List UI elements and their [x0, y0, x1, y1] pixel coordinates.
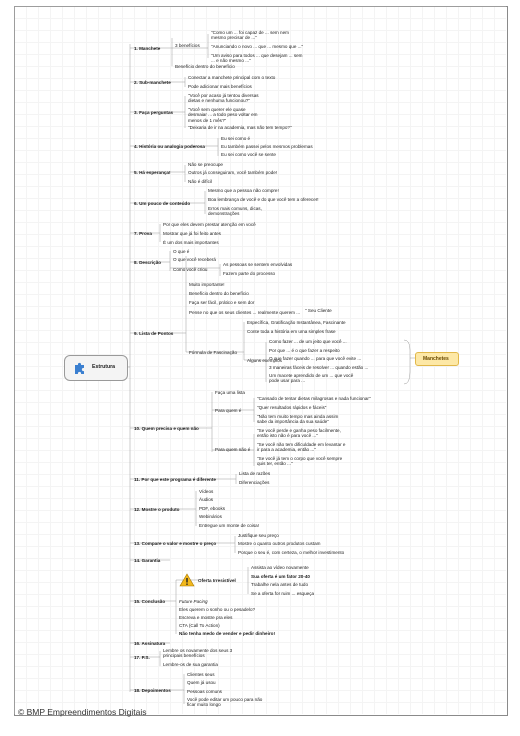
leaf-text: Você pode editar um pouco para não ficar muito longo — [187, 697, 263, 708]
leaf-text: "Anunciando o novo ... que ... mesmo que ..." — [211, 44, 304, 49]
leaf-text: O que é — [173, 249, 190, 254]
branch-label[interactable]: 13. Compare o valor e mostre o preço — [134, 541, 217, 546]
leaf-text: Escreva e mostre pra eles — [179, 615, 233, 620]
leaf-text: Webinários — [199, 514, 222, 519]
leaf-text: Entregue um monte de coisa! — [199, 523, 260, 528]
leaf-text: "Se você perde e ganha peso facilmente, então isto não é para você ..." — [257, 428, 341, 439]
copyright-footer: © BMP Empreendimentos Digitais — [18, 707, 147, 717]
leaf-text: Não se preocupe — [188, 162, 223, 167]
leaf-note: " Seu Cliente — [305, 308, 332, 313]
branch-label[interactable]: 18. Depoimentos — [134, 688, 171, 693]
leaf-text: Quem já usou — [187, 680, 216, 685]
branch-label[interactable]: 17. P.S. — [134, 655, 150, 660]
callout-label: Manchetes — [423, 356, 449, 362]
leaf-text: Conectar a manchete principal com o texto — [188, 75, 276, 80]
branch-label[interactable]: 6. Um pouco de conteúdo — [134, 201, 191, 206]
leaf-text: Lembre os novamente dos seus 3 principais benefícios — [163, 648, 233, 659]
leaf-text: Conte toda a história em uma simples frase — [247, 329, 336, 334]
leaf-text: Eu sei como você se sente — [221, 152, 276, 157]
leaf-text: Clientes seus — [187, 672, 215, 677]
leaf-text: "Um aviso para todos ... que desejam ... sem ... e não mesmo ..." — [211, 53, 303, 64]
leaf-text: Específica, Gratificação Instantânea, Fascinante — [247, 320, 346, 325]
leaf-text: Para quem é — [215, 408, 242, 413]
leaf-text: Faça ser fácil, prático e sem dor — [189, 300, 255, 305]
leaf-text: "Se você não tem dificuldade em levantar e ir para a academia, então ..." — [257, 442, 346, 453]
leaf-text: Lista de razões — [239, 471, 271, 476]
leaf-text: Lembre-os de sua garantia — [163, 662, 218, 667]
leaf-text: Fórmula de Fascinação — [189, 350, 238, 355]
leaf-text: O que você receberá — [173, 257, 216, 262]
leaf-text: Como você criou — [173, 267, 208, 272]
leaf-text: Porque o seu é, com certeza, o melhor investimento — [238, 550, 345, 555]
branch-label[interactable]: 10. Quem precisa e quem não — [134, 426, 199, 431]
leaf-text: Future Pacing — [179, 599, 208, 604]
central-node[interactable] — [64, 355, 128, 381]
leaf-text: Se a oferta for ruim ... esqueça — [251, 591, 315, 596]
branch-label[interactable]: 7. Prova — [134, 231, 152, 236]
leaf-text: Assista ao vídeo novamente — [251, 565, 309, 570]
leaf-text: Mostrar que já foi feito antes — [163, 231, 221, 236]
leaf-text: Trabalhe nela antes de tudo — [251, 582, 309, 587]
branch-label[interactable]: 4. História ou analogia poderosa — [134, 144, 205, 149]
leaf-text: As pessoas se sentem envolvidas — [223, 262, 293, 267]
central-label: Estrutura — [92, 364, 116, 370]
leaf-text: Benefício dentro do benefício — [175, 64, 235, 69]
offer-label[interactable]: Oferta Irresistível — [198, 578, 236, 583]
example-item: 3 maneiras fáceis de resolver ... quando estão ... — [269, 365, 369, 370]
leaf-text: Vídeos — [199, 489, 214, 494]
leaf-text: "Você por acaso já tentou diversas dietas e nenhuma funcionou?" — [188, 93, 259, 104]
leaf-text: Sua oferta é um fator 20-40 — [251, 574, 310, 579]
leaf-text: Não é difícil — [188, 179, 213, 184]
leaf-text: Diferenciações — [239, 480, 270, 485]
leaf-text: Muito importante! — [189, 282, 225, 287]
branch-label[interactable]: 11. Por que este programa é diferente — [134, 477, 216, 482]
example-item: O que fazer quando ... para que você evite ... — [269, 356, 362, 361]
leaf-text: "Você sem querer ele quase desmaiar ... a todo peso voltar em menos de 1 mês?" — [188, 107, 258, 123]
leaf-text: Eles querem o sonho ou o pesadelo? — [179, 607, 256, 612]
branch-label[interactable]: 3. Faça perguntas — [134, 110, 174, 115]
leaf-text: Justifique seu preço — [238, 533, 279, 538]
leaf-text: Pode adicionar mais benefícios — [188, 84, 252, 89]
branch-label[interactable]: 9. Lista de Pontos — [134, 331, 174, 336]
leaf-text: Para quem não é — [215, 447, 251, 452]
leaf-text: CTA (Call To Action) — [179, 623, 220, 628]
leaf-text: PDF, ebooks — [199, 506, 226, 511]
leaf-text: Erros mais comuns, dicas, demonstrações — [208, 206, 262, 217]
callout-manchetes[interactable] — [415, 352, 459, 366]
branch-label[interactable]: 15. Conclusão — [134, 599, 166, 604]
leaf-text: Eu sei como é — [221, 136, 251, 141]
warning-icon — [179, 573, 195, 587]
leaf-text: Pessoas comuns — [187, 689, 222, 694]
branch-label[interactable]: 14. Garantia — [134, 558, 161, 563]
branch-label[interactable]: 16. Assinatura — [134, 641, 166, 646]
leaf-text: É um dos mais importantes — [163, 240, 219, 245]
leaf-text: "Como um ... foi capaz de ... sem nem mesmo precisar de ..." — [211, 30, 289, 41]
leaf-text: Áudios — [199, 497, 214, 502]
leaf-text: Não tenha medo de vender e pedir dinheiro! — [179, 631, 275, 636]
leaf-text: Alguns exemplos — [247, 358, 282, 363]
branch-label[interactable]: 5. Há esperança! — [134, 170, 171, 175]
example-item: Como fazer ... de um jeito que você ... — [269, 339, 347, 344]
leaf-text: "Deixaria de ir na academia, mas não tem tempo?" — [188, 125, 292, 130]
leaf-text: Mostre o quanto outros produtos custam — [238, 541, 321, 546]
example-item: Por que ... é o que fazer a respeito — [269, 348, 340, 353]
leaf-text: Por que eles devem prestar atenção em você — [163, 222, 256, 227]
branch-label[interactable]: 8. Descrição — [134, 260, 162, 265]
leaf-text: "Não tem muito tempo mas ainda assim sabe da importância da sua saúde" — [257, 414, 339, 425]
leaf-text: Faça uma lista — [215, 390, 245, 395]
example-item: Um macete aprendido de um ... que você pode usar para ... — [269, 373, 354, 384]
branch-label[interactable]: 12. Mostre o produto — [134, 507, 180, 512]
leaf-text: Pense no que os seus clientes ... realmente querem ... — [189, 310, 301, 315]
sub-label: 3 benefícios — [175, 43, 200, 48]
branch-label[interactable]: 2. Sub-manchete — [134, 80, 171, 85]
leaf-text: Eu também passei pelos mesmos problemas — [221, 144, 313, 149]
leaf-text: Fazem parte do processo — [223, 271, 276, 276]
leaf-text: Outros já conseguiram, você também pode! — [188, 170, 278, 175]
leaf-text: Boa lembrança de você e do que você tem a oferecer! — [208, 197, 319, 202]
leaf-text: "Quer resultados rápidos e fáceis" — [257, 405, 327, 410]
leaf-text: "Se você já tem o corpo que você sempre quis ter, então ..." — [257, 456, 343, 467]
branch-label[interactable]: 1. Manchete — [134, 46, 161, 51]
leaf-text: Benefício dentro do benefício — [189, 291, 249, 296]
leaf-text: Mesmo que a pessoa não compre! — [208, 188, 279, 193]
leaf-text: "Cansado de tentar dietas milagrosas e nada funcionar" — [257, 396, 371, 401]
puzzle-icon — [73, 361, 87, 375]
